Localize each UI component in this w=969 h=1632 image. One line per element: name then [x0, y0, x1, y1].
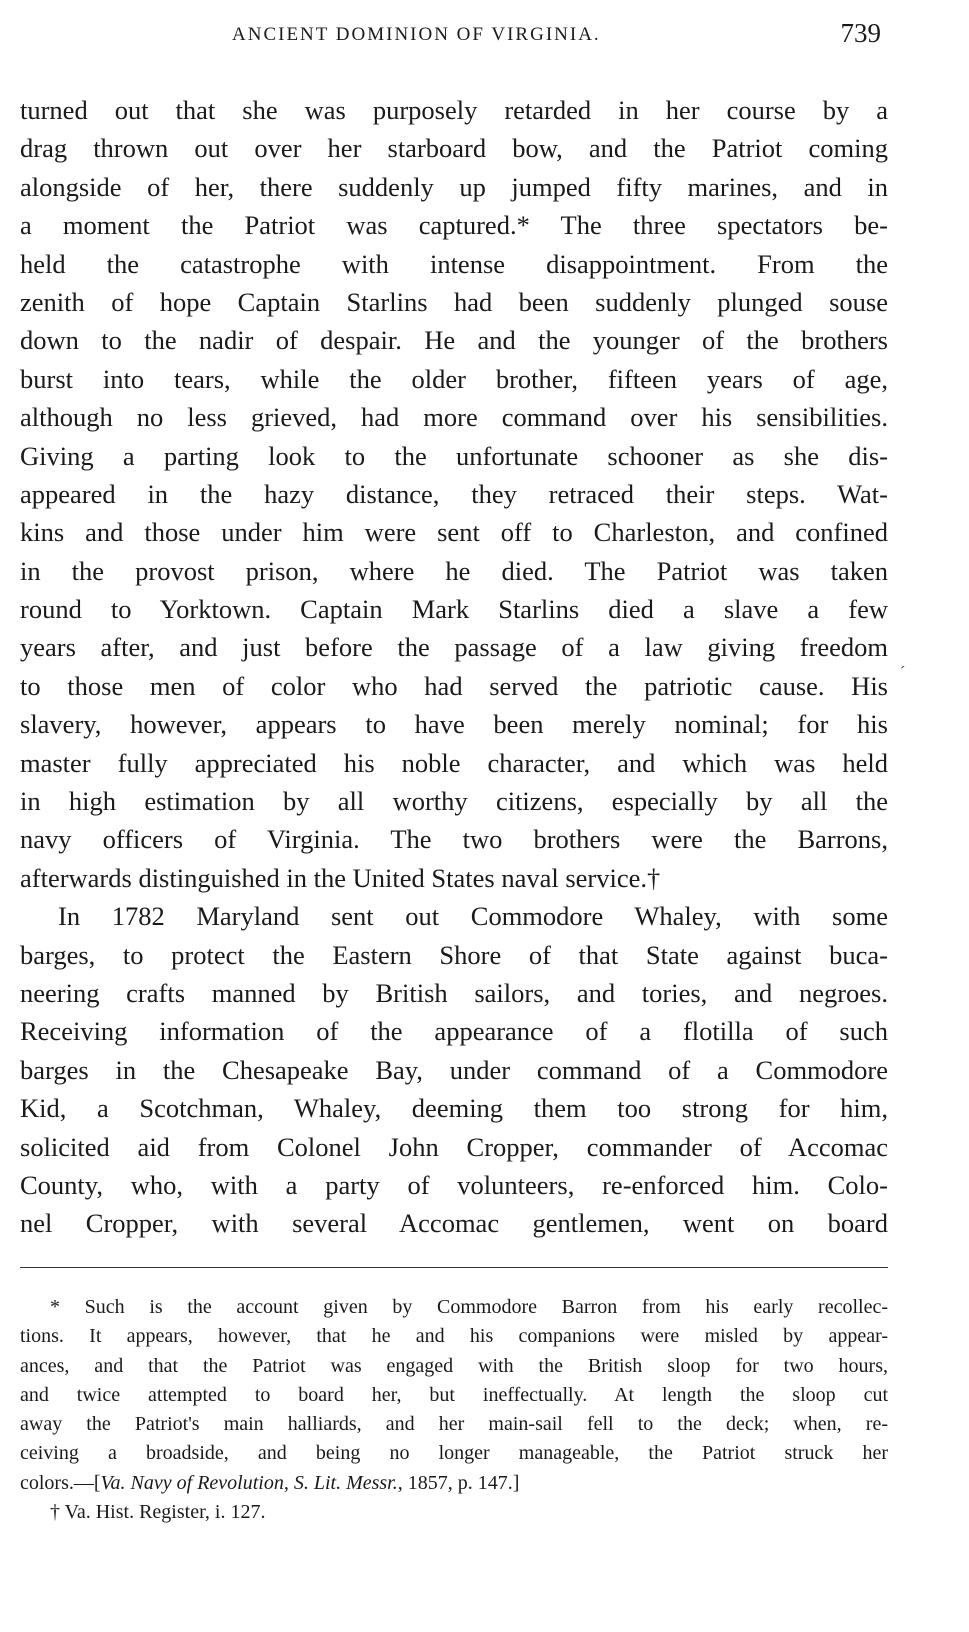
page-number: 739	[840, 18, 881, 48]
body-line: round to Yorktown. Captain Mark Starlins died a slave a few	[20, 594, 888, 625]
body-line: although no less grieved, had more command over his sensibilities.	[20, 402, 888, 433]
body-line: a moment the Patriot was captured.* The three spectators be-	[20, 210, 888, 241]
body-line: drag thrown out over her starboard bow, and the Patriot coming	[20, 133, 888, 164]
margin-mark: ´	[900, 664, 906, 681]
body-line: turned out that she was purposely retarded in her course by a	[20, 95, 888, 125]
body-line: neering crafts manned by British sailors, and tories, and negroes.	[20, 977, 888, 1008]
body-line: zenith of hope Captain Starlins had been suddenly plunged souse	[20, 286, 888, 317]
footnote-divider	[20, 1267, 888, 1268]
body-line: in high estimation by all worthy citizens, especially by all the	[20, 786, 888, 817]
body-text	[20, 91, 888, 1243]
body-line: to those men of color who had served the patriotic cause. His	[20, 670, 888, 701]
body-line: Receiving information of the appearance of a flotilla of such	[20, 1016, 888, 1047]
body-line: in the provost prison, where he died. The Patriot was taken	[20, 555, 888, 586]
body-line: afterwards distinguished in the United States naval service.†	[20, 862, 661, 893]
footnote-line-citation	[20, 1469, 888, 1498]
body-line: master fully appreciated his noble character, and which was held	[20, 747, 888, 778]
footnote-line: tions. It appears, however, that he and his companions were misled by appear-	[20, 1325, 888, 1348]
body-line: County, who, with a party of volunteers, re-enforced him. Colo-	[20, 1169, 888, 1200]
citation-source: Va. Navy of Revolution, S. Lit. Messr.	[100, 1471, 398, 1494]
body-line: barges in the Chesapeake Bay, under command of a Commodore	[20, 1054, 888, 1085]
footnotes	[20, 1293, 888, 1527]
body-line: solicited aid from Colonel John Cropper, commander of Accomac	[20, 1131, 888, 1162]
footnote-line: ances, and that the Patriot was engaged with the British sloop for two hours,	[20, 1354, 888, 1377]
footnote-line: away the Patriot's main halliards, and her main-sail fell to the deck; when, re-	[20, 1413, 888, 1436]
dagger-footnote: † Va. Hist. Register, i. 127.	[50, 1501, 266, 1524]
body-line: alongside of her, there suddenly up jumped fifty marines, and in	[20, 171, 888, 202]
body-line: kins and those under him were sent off to Charleston, and confined	[20, 517, 888, 548]
body-line: barges, to protect the Eastern Shore of that State against buca-	[20, 939, 888, 970]
body-line: slavery, however, appears to have been merely nominal; for his	[20, 709, 888, 740]
body-line: burst into tears, while the older brother, fifteen years of age,	[20, 363, 888, 394]
body-line: nel Cropper, with several Accomac gentlemen, went on board	[20, 1208, 888, 1239]
body-line: down to the nadir of despair. He and the younger of the brothers	[20, 325, 888, 356]
body-line: Kid, a Scotchman, Whaley, deeming them too strong for him,	[20, 1093, 888, 1124]
body-line: years after, and just before the passage of a law giving freedom	[20, 632, 888, 663]
body-line-paragraph-start: In 1782 Maryland sent out Commodore Whaley, with some	[58, 901, 888, 932]
footnote-line: * Such is the account given by Commodore Barron from his early recollec-	[50, 1296, 888, 1318]
body-line: held the catastrophe with intense disappointment. From the	[20, 248, 888, 279]
citation-prefix: colors.—[	[20, 1471, 101, 1494]
body-line: navy officers of Virginia. The two brothers were the Barrons,	[20, 824, 888, 855]
running-head	[0, 18, 969, 52]
footnote-line: and twice attempted to board her, but ineffectually. At length the sloop cut	[20, 1383, 888, 1406]
body-line: Giving a parting look to the unfortunate schooner as she dis-	[20, 440, 888, 471]
running-title: ANCIENT DOMINION OF VIRGINIA.	[232, 24, 601, 45]
body-line: appeared in the hazy distance, they retraced their steps. Wat-	[20, 478, 888, 509]
citation-suffix: , 1857, p. 147.]	[397, 1471, 520, 1494]
footnote-line: ceiving a broadside, and being no longer manageable, the Patriot struck her	[20, 1442, 888, 1465]
